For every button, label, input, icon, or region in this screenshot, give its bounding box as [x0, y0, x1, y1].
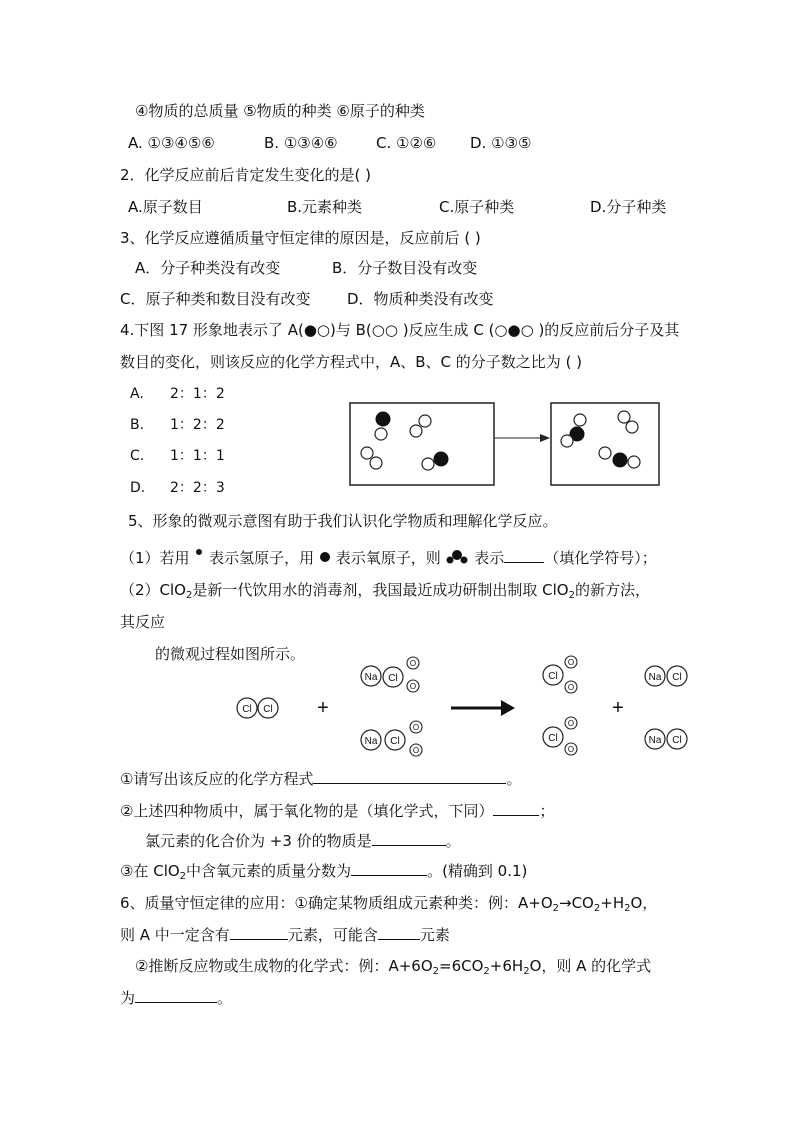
oxide-answer-blank[interactable] — [493, 801, 539, 816]
molecule-a — [422, 452, 448, 470]
molecule-b — [361, 447, 382, 469]
q3-option-a: A．分子种类没有改变 — [135, 259, 281, 277]
molecule-a — [375, 412, 390, 440]
o-atom-label: O — [567, 719, 575, 728]
q1-option-b: B. ①③④⑥ — [264, 134, 338, 152]
cl-atom-label: Cl — [263, 704, 273, 715]
q5-answer-blank-1[interactable] — [504, 548, 544, 563]
mass-fraction-answer-blank[interactable] — [351, 861, 427, 876]
q6-line2: 则 A 中一定含有 元素，可能含 元素 — [120, 926, 450, 944]
valence-answer-blank[interactable] — [372, 831, 446, 846]
q4-reaction-figure — [345, 395, 675, 500]
q5-part1: （1）若用 表示氢原子，用 表示氧原子，则 表示 （填化学符号）； — [120, 549, 657, 567]
q3-option-c: C．原子种类和数目没有改变 — [120, 290, 311, 308]
q3-option-d: D．物质种类没有改变 — [347, 290, 494, 308]
q5-sub2: ②上述四种物质中，属于氧化物的是（填化学式，下同） ； — [120, 802, 555, 820]
plus-sign-right: + — [612, 697, 624, 719]
q3-option-b: B．分子数目没有改变 — [332, 259, 478, 277]
q5-sub2b: 氯元素的化合价为 +3 价的物质是 。 — [145, 832, 461, 850]
q5-sub1: ①请写出该反应的化学方程式 。 — [120, 770, 522, 788]
q1-option-c: C. ①②⑥ — [376, 134, 437, 152]
o-atom-label: O — [567, 658, 575, 667]
molecule-b — [410, 415, 431, 437]
molecule-c — [599, 447, 640, 468]
q4-option-c: C. 1：1：1 — [130, 448, 225, 464]
cl2-molecule — [237, 698, 278, 718]
q4-option-d: D. 2：2：3 — [130, 480, 225, 496]
na-atom-label: Na — [364, 672, 378, 683]
na-atom-label: Na — [648, 735, 662, 746]
definite-element-blank[interactable] — [230, 925, 288, 940]
q1-items-line: ④物质的总质量 ⑤物质的种类 ⑥原子的种类 — [135, 102, 425, 120]
cl-atom-label: Cl — [672, 735, 682, 746]
naclo2-molecule — [361, 721, 422, 756]
q5-part2-line2: 其反应 — [120, 613, 166, 631]
q4-stem-line1: 4.下图 17 形象地表示了 A(●○)与 B(○○ )反应生成 C (○●○ )的反应前后分子及其 — [120, 321, 680, 339]
nacl-molecule — [645, 729, 687, 749]
o-atom-label: O — [567, 745, 575, 754]
q3-stem: 3、化学反应遵循质量守恒定律的原因是，反应前后 ( ) — [120, 229, 481, 247]
cl-atom-label: Cl — [672, 672, 682, 683]
naclo2-molecule — [361, 657, 419, 692]
possible-element-blank[interactable] — [378, 925, 420, 940]
cl-atom-label: Cl — [548, 671, 558, 682]
na-atom-label: Na — [648, 672, 662, 683]
molecule-c — [561, 414, 586, 447]
equation-answer-blank[interactable] — [313, 769, 506, 784]
plus-sign-left: + — [317, 697, 329, 719]
o-atom-label: O — [412, 746, 420, 755]
formula-answer-blank[interactable] — [135, 988, 217, 1003]
q4-stem-line2: 数目的变化，则该反应的化学方程式中，A、B、C 的分子数之比为 ( ) — [120, 353, 583, 371]
reaction-arrow-head — [540, 434, 550, 442]
molecule-b-leftover — [618, 411, 638, 433]
q2-option-c: C.原子种类 — [439, 198, 515, 216]
hydrogen-atom-icon — [194, 548, 204, 562]
q6-line3: ②推断反应物或生成物的化学式：例：$A+6O_2=6CO_2+6H_2O$，则 A 的化学式 — [135, 957, 652, 977]
q5-stem: 5、形象的微观示意图有助于我们认识化学物质和理解化学反应。 — [128, 512, 558, 530]
q5-part2: （2）ClO$_2$是新一代饮用水的消毒剂，我国最近成功研制出制取 ClO$_2$的新方法， — [120, 581, 650, 601]
water-molecule-icon — [445, 549, 469, 565]
na-atom-label: Na — [364, 736, 378, 747]
q6-line4: 为 。 — [120, 989, 233, 1007]
q2-option-d: D.分子种类 — [590, 198, 667, 216]
cl-atom-label: Cl — [548, 733, 558, 744]
q1-option-a: A. ①③④⑤⑥ — [128, 134, 215, 152]
q2-option-a: A.原子数目 — [128, 198, 203, 216]
o-atom-label: O — [409, 659, 417, 668]
q4-option-a: A. 2：1：2 — [130, 386, 225, 402]
clo2-molecule — [543, 717, 577, 755]
cl-atom-label: Cl — [388, 673, 398, 684]
q6-line1: 6、质量守恒定律的应用：①确定某物质组成元素种类：例：$A+O_2\to CO_2+H_2O$， — [120, 894, 658, 914]
q2-stem: 2．化学反应前后肯定发生变化的是( ) — [120, 166, 372, 184]
o-atom-label: O — [409, 682, 417, 691]
q2-option-b: B.元素种类 — [287, 198, 363, 216]
q5-sub3: ③在 ClO$_2$中含氧元素的质量分数为 。(精确到 0.1) — [120, 862, 528, 882]
nacl-molecule — [645, 666, 687, 686]
q1-option-d: D. ①③⑤ — [470, 134, 532, 152]
q4-option-b: B. 1：2：2 — [130, 417, 225, 433]
cl-atom-label: Cl — [242, 704, 252, 715]
q5-reaction-figure — [225, 650, 705, 765]
o-atom-label: O — [412, 723, 420, 732]
reaction-arrow-head — [501, 700, 515, 716]
clo2-molecule — [543, 656, 577, 693]
cl-atom-label: Cl — [390, 736, 400, 747]
q5-part2-line3: 的微观过程如图所示。 — [155, 645, 306, 663]
oxygen-atom-icon — [319, 550, 331, 564]
o-atom-label: O — [567, 683, 575, 692]
